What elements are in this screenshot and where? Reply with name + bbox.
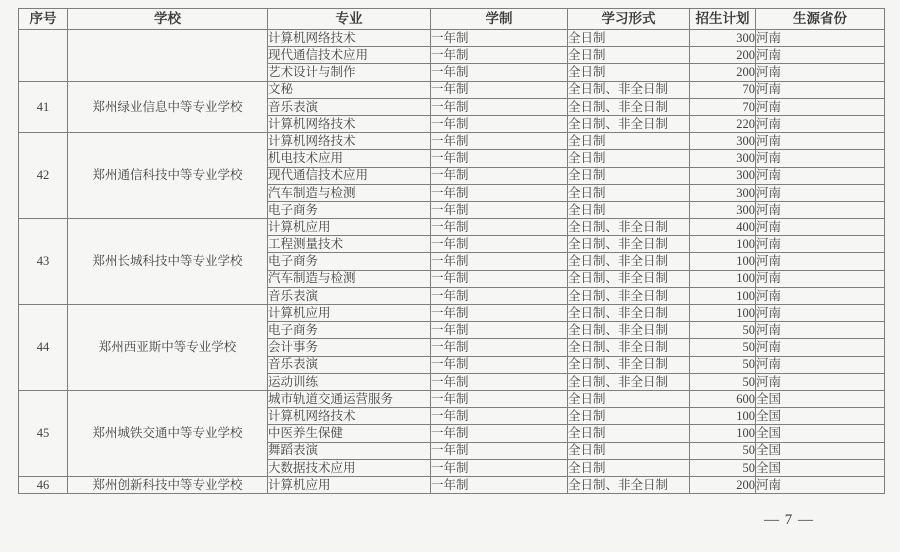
duration-cell: 一年制 <box>431 98 568 115</box>
province-cell: 河南 <box>756 47 885 64</box>
major-cell: 艺术设计与制作 <box>268 64 431 81</box>
plan-cell: 300 <box>690 30 756 47</box>
province-cell: 河南 <box>756 322 885 339</box>
province-cell: 河南 <box>756 373 885 390</box>
major-cell: 音乐表演 <box>268 287 431 304</box>
plan-cell: 100 <box>690 236 756 253</box>
table-row <box>19 30 885 47</box>
plan-cell: 50 <box>690 373 756 390</box>
serial-number-cell: 43 <box>19 219 68 305</box>
duration-cell: 一年制 <box>431 47 568 64</box>
major-cell: 运动训练 <box>268 373 431 390</box>
duration-cell: 一年制 <box>431 287 568 304</box>
table-row <box>19 219 885 236</box>
study-mode-cell: 全日制、非全日制 <box>568 270 690 287</box>
plan-cell: 300 <box>690 201 756 218</box>
province-cell: 全国 <box>756 390 885 407</box>
major-cell: 电子商务 <box>268 201 431 218</box>
table-row <box>19 390 885 407</box>
study-mode-cell: 全日制、非全日制 <box>568 115 690 132</box>
study-mode-cell: 全日制、非全日制 <box>568 81 690 98</box>
duration-cell: 一年制 <box>431 442 568 459</box>
table-row <box>19 305 885 322</box>
study-mode-cell: 全日制 <box>568 408 690 425</box>
duration-cell: 一年制 <box>431 236 568 253</box>
major-cell: 大数据技术应用 <box>268 459 431 476</box>
plan-cell: 300 <box>690 133 756 150</box>
major-cell: 城市轨道交通运营服务 <box>268 390 431 407</box>
duration-cell: 一年制 <box>431 373 568 390</box>
plan-cell: 50 <box>690 322 756 339</box>
plan-cell: 100 <box>690 425 756 442</box>
duration-cell: 一年制 <box>431 219 568 236</box>
major-cell: 汽车制造与检测 <box>268 184 431 201</box>
study-mode-cell: 全日制 <box>568 425 690 442</box>
school-cell: 郑州绿业信息中等专业学校 <box>68 81 268 133</box>
serial-number-cell: 46 <box>19 476 68 493</box>
major-cell: 电子商务 <box>268 253 431 270</box>
province-cell: 全国 <box>756 408 885 425</box>
province-cell: 河南 <box>756 64 885 81</box>
major-cell: 机电技术应用 <box>268 150 431 167</box>
major-cell: 计算机网络技术 <box>268 408 431 425</box>
duration-cell: 一年制 <box>431 64 568 81</box>
duration-cell: 一年制 <box>431 408 568 425</box>
duration-cell: 一年制 <box>431 150 568 167</box>
major-cell: 计算机应用 <box>268 476 431 493</box>
plan-cell: 200 <box>690 64 756 81</box>
plan-cell: 100 <box>690 253 756 270</box>
duration-cell: 一年制 <box>431 425 568 442</box>
plan-cell: 200 <box>690 476 756 493</box>
serial-number-cell: 41 <box>19 81 68 133</box>
major-cell: 音乐表演 <box>268 356 431 373</box>
major-cell: 汽车制造与检测 <box>268 270 431 287</box>
province-cell: 河南 <box>756 167 885 184</box>
province-cell: 河南 <box>756 356 885 373</box>
header-source-province: 生源省份 <box>756 9 885 30</box>
table-row <box>19 81 885 98</box>
duration-cell: 一年制 <box>431 115 568 132</box>
plan-cell: 50 <box>690 356 756 373</box>
school-cell: 郑州西亚斯中等专业学校 <box>68 305 268 391</box>
duration-cell: 一年制 <box>431 30 568 47</box>
school-cell: 郑州通信科技中等专业学校 <box>68 133 268 219</box>
duration-cell: 一年制 <box>431 390 568 407</box>
plan-cell: 50 <box>690 339 756 356</box>
major-cell: 计算机网络技术 <box>268 115 431 132</box>
duration-cell: 一年制 <box>431 253 568 270</box>
header-study-mode: 学习形式 <box>568 9 690 30</box>
study-mode-cell: 全日制 <box>568 442 690 459</box>
duration-cell: 一年制 <box>431 322 568 339</box>
study-mode-cell: 全日制 <box>568 30 690 47</box>
enrollment-plan-table <box>18 8 885 494</box>
study-mode-cell: 全日制、非全日制 <box>568 339 690 356</box>
province-cell: 河南 <box>756 270 885 287</box>
study-mode-cell: 全日制 <box>568 150 690 167</box>
province-cell: 河南 <box>756 253 885 270</box>
header-enrollment-plan: 招生计划 <box>690 9 756 30</box>
header-school: 学校 <box>68 9 268 30</box>
province-cell: 河南 <box>756 305 885 322</box>
province-cell: 河南 <box>756 287 885 304</box>
study-mode-cell: 全日制、非全日制 <box>568 373 690 390</box>
duration-cell: 一年制 <box>431 133 568 150</box>
province-cell: 河南 <box>756 184 885 201</box>
province-cell: 河南 <box>756 133 885 150</box>
enrollment-table-body <box>19 30 885 494</box>
major-cell: 舞蹈表演 <box>268 442 431 459</box>
duration-cell: 一年制 <box>431 201 568 218</box>
table-header-row <box>19 9 885 30</box>
plan-cell: 200 <box>690 47 756 64</box>
study-mode-cell: 全日制 <box>568 201 690 218</box>
plan-cell: 300 <box>690 150 756 167</box>
plan-cell: 220 <box>690 115 756 132</box>
serial-number-cell: 45 <box>19 390 68 476</box>
plan-cell: 100 <box>690 270 756 287</box>
duration-cell: 一年制 <box>431 305 568 322</box>
study-mode-cell: 全日制、非全日制 <box>568 236 690 253</box>
duration-cell: 一年制 <box>431 270 568 287</box>
header-serial-number: 序号 <box>19 9 68 30</box>
duration-cell: 一年制 <box>431 476 568 493</box>
duration-cell: 一年制 <box>431 339 568 356</box>
plan-cell: 100 <box>690 287 756 304</box>
major-cell: 电子商务 <box>268 322 431 339</box>
plan-cell: 300 <box>690 184 756 201</box>
plan-cell: 400 <box>690 219 756 236</box>
study-mode-cell: 全日制 <box>568 167 690 184</box>
plan-cell: 600 <box>690 390 756 407</box>
table-row <box>19 133 885 150</box>
major-cell: 文秘 <box>268 81 431 98</box>
header-duration: 学制 <box>431 9 568 30</box>
province-cell: 河南 <box>756 476 885 493</box>
province-cell: 河南 <box>756 98 885 115</box>
province-cell: 河南 <box>756 150 885 167</box>
major-cell: 现代通信技术应用 <box>268 47 431 64</box>
duration-cell: 一年制 <box>431 81 568 98</box>
plan-cell: 70 <box>690 98 756 115</box>
school-cell: 郑州创新科技中等专业学校 <box>68 476 268 493</box>
study-mode-cell: 全日制、非全日制 <box>568 476 690 493</box>
table-row <box>19 476 885 493</box>
duration-cell: 一年制 <box>431 167 568 184</box>
study-mode-cell: 全日制、非全日制 <box>568 356 690 373</box>
serial-number-cell: 44 <box>19 305 68 391</box>
major-cell: 中医养生保健 <box>268 425 431 442</box>
province-cell: 河南 <box>756 81 885 98</box>
major-cell: 会计事务 <box>268 339 431 356</box>
province-cell: 河南 <box>756 201 885 218</box>
province-cell: 河南 <box>756 339 885 356</box>
study-mode-cell: 全日制 <box>568 64 690 81</box>
province-cell: 全国 <box>756 425 885 442</box>
serial-number-cell: 42 <box>19 133 68 219</box>
province-cell: 河南 <box>756 115 885 132</box>
duration-cell: 一年制 <box>431 459 568 476</box>
plan-cell: 50 <box>690 442 756 459</box>
header-major: 专业 <box>268 9 431 30</box>
major-cell: 计算机应用 <box>268 219 431 236</box>
province-cell: 河南 <box>756 236 885 253</box>
study-mode-cell: 全日制 <box>568 459 690 476</box>
serial-number-cell <box>19 30 68 82</box>
major-cell: 计算机网络技术 <box>268 133 431 150</box>
study-mode-cell: 全日制、非全日制 <box>568 98 690 115</box>
major-cell: 现代通信技术应用 <box>268 167 431 184</box>
plan-cell: 300 <box>690 167 756 184</box>
study-mode-cell: 全日制、非全日制 <box>568 322 690 339</box>
province-cell: 河南 <box>756 219 885 236</box>
study-mode-cell: 全日制 <box>568 47 690 64</box>
major-cell: 计算机应用 <box>268 305 431 322</box>
major-cell: 音乐表演 <box>268 98 431 115</box>
plan-cell: 70 <box>690 81 756 98</box>
study-mode-cell: 全日制、非全日制 <box>568 305 690 322</box>
study-mode-cell: 全日制、非全日制 <box>568 253 690 270</box>
plan-cell: 50 <box>690 459 756 476</box>
province-cell: 全国 <box>756 442 885 459</box>
page-number: — 7 — <box>764 512 814 528</box>
duration-cell: 一年制 <box>431 356 568 373</box>
school-cell: 郑州城铁交通中等专业学校 <box>68 390 268 476</box>
study-mode-cell: 全日制、非全日制 <box>568 287 690 304</box>
plan-cell: 100 <box>690 305 756 322</box>
duration-cell: 一年制 <box>431 184 568 201</box>
province-cell: 河南 <box>756 30 885 47</box>
study-mode-cell: 全日制 <box>568 184 690 201</box>
school-cell <box>68 30 268 82</box>
plan-cell: 100 <box>690 408 756 425</box>
school-cell: 郑州长城科技中等专业学校 <box>68 219 268 305</box>
study-mode-cell: 全日制 <box>568 390 690 407</box>
study-mode-cell: 全日制 <box>568 133 690 150</box>
study-mode-cell: 全日制、非全日制 <box>568 219 690 236</box>
major-cell: 计算机网络技术 <box>268 30 431 47</box>
major-cell: 工程测量技术 <box>268 236 431 253</box>
province-cell: 全国 <box>756 459 885 476</box>
